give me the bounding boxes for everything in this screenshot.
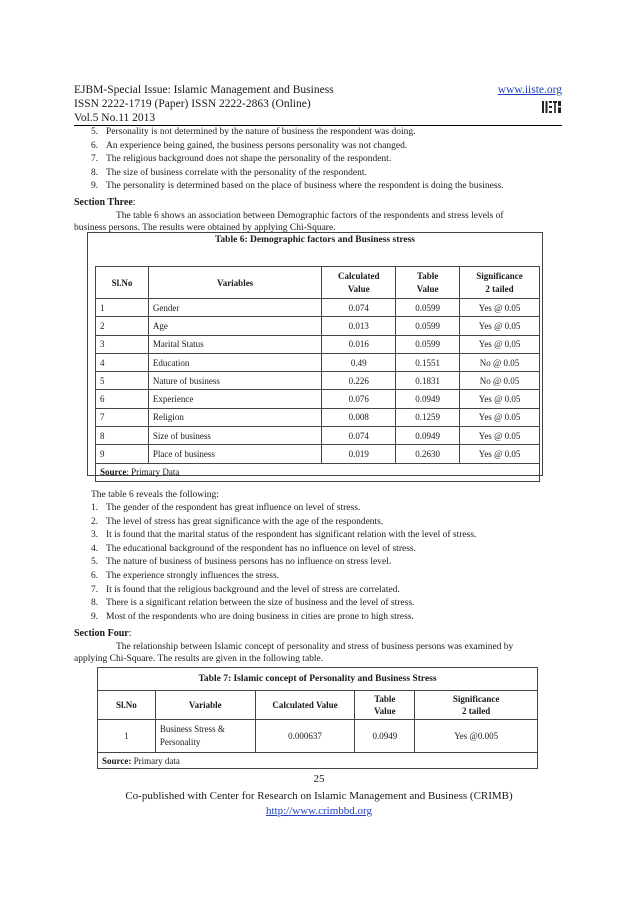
table-source-row: Source: Primary Data: [96, 463, 540, 481]
cell-variable: Business Stress & Personality: [155, 720, 255, 753]
table-row: [96, 408, 540, 426]
cell-slno: 7: [96, 408, 149, 426]
list-item: 3. It is found that the marital status of the respondent has significant relation with the level of stress.: [91, 530, 477, 541]
col-header-slno: Sl.No: [98, 691, 156, 720]
cell-significance: Yes @0.005: [415, 720, 538, 753]
cell-table-value: 0.2630: [396, 445, 460, 463]
col-header-variables: Variables: [148, 267, 321, 299]
section-four-para-2: applying Chi-Square. The results are given in the following table.: [74, 654, 324, 664]
table-source-row: Source: Primary data: [98, 753, 538, 769]
cell-variable: Experience: [148, 390, 321, 408]
cell-calculated: 0.076: [322, 390, 396, 408]
col-header-variable: Variable: [155, 691, 255, 720]
section-three-para-2: business persons. The results were obtained by applying Chi-Square.: [74, 223, 336, 233]
table-7: [97, 667, 538, 769]
issn-line: ISSN 2222-1719 (Paper) ISSN 2222-2863 (Online): [74, 98, 311, 110]
cell-slno: 1: [98, 720, 156, 753]
cell-table-value: 0.0949: [396, 427, 460, 445]
cell-calculated: 0.074: [322, 427, 396, 445]
table-row: [96, 335, 540, 353]
section-three-heading: Section Three:: [74, 197, 136, 208]
cell-slno: 5: [96, 372, 149, 390]
footer-url-wrap: [0, 805, 638, 817]
cell-table-value: 0.0949: [355, 720, 415, 753]
cell-calculated: 0.013: [322, 317, 396, 335]
cell-variable: Place of business: [148, 445, 321, 463]
cell-slno: 4: [96, 353, 149, 371]
cell-significance: Yes @ 0.05: [460, 408, 540, 426]
cell-calculated: 0.000637: [255, 720, 355, 753]
table-row: [96, 353, 540, 371]
list-item: 9. Most of the respondents who are doing business in cities are prone to high stress.: [91, 611, 414, 622]
cell-significance: No @ 0.05: [460, 353, 540, 371]
list-item: 6. An experience being gained, the business persons personality was not changed.: [91, 140, 408, 151]
cell-slno: 6: [96, 390, 149, 408]
list-item: 1. The gender of the respondent has great influence on level of stress.: [91, 503, 361, 513]
col-header-calculated: Calculated Value: [255, 691, 355, 720]
cell-variable: Religion: [148, 408, 321, 426]
cell-variable: Size of business: [148, 427, 321, 445]
cell-calculated: 0.226: [322, 372, 396, 390]
cell-calculated: 0.074: [322, 299, 396, 317]
list-item: 9. The personality is determined based on the place of business where the respondent is doing the business.: [91, 181, 504, 192]
table-row: [96, 299, 540, 317]
table-header-row: [98, 691, 538, 720]
col-header-table-value: Table Value: [396, 267, 460, 299]
table-header-row: [96, 267, 540, 299]
cell-variable: Age: [148, 317, 321, 335]
table-row: [96, 372, 540, 390]
table-row: [96, 427, 540, 445]
table-row: [96, 317, 540, 335]
cell-significance: Yes @ 0.05: [460, 445, 540, 463]
section-four-para-1: The relationship between Islamic concept of personality and stress of business persons was examined by: [116, 642, 514, 652]
table-caption-row: [98, 668, 538, 691]
cell-variable: Marital Status: [148, 335, 321, 353]
cell-significance: Yes @ 0.05: [460, 335, 540, 353]
col-header-significance: Significance 2 tailed: [460, 267, 540, 299]
list-item: 8. There is a significant relation between the size of business and the level of stress.: [91, 598, 415, 609]
cell-table-value: 0.1551: [396, 353, 460, 371]
cell-table-value: 0.0599: [396, 335, 460, 353]
table-row: [96, 445, 540, 463]
cell-table-value: 0.0599: [396, 317, 460, 335]
col-header-significance: Significance 2 tailed: [415, 691, 538, 720]
footer-url-link[interactable]: http://www.crimbbd.org: [265, 805, 373, 817]
cell-calculated: 0.49: [322, 353, 396, 371]
cell-significance: Yes @ 0.05: [460, 390, 540, 408]
table-7-caption: Table 7: Islamic concept of Personality and Business Stress: [98, 668, 538, 691]
cell-calculated: 0.016: [322, 335, 396, 353]
cell-significance: Yes @ 0.05: [460, 427, 540, 445]
cell-significance: Yes @ 0.05: [460, 299, 540, 317]
list-item: 4. The educational background of the respondent has no influence on level of stress.: [91, 543, 416, 554]
cell-significance: Yes @ 0.05: [460, 317, 540, 335]
journal-title: EJBM-Special Issue: Islamic Management and Business: [74, 84, 334, 96]
table-6-caption: Table 6: Demographic factors and Business stress: [214, 235, 416, 245]
col-header-table-value: Table Value: [355, 691, 415, 720]
iiste-logo-icon: [540, 97, 562, 117]
cell-slno: 2: [96, 317, 149, 335]
cell-table-value: 0.0599: [396, 299, 460, 317]
table6-findings-list: [74, 501, 564, 623]
list-item: 2. The level of stress has great significance with the age of the respondents.: [91, 516, 384, 527]
list-item: 7. The religious background does not shape the personality of the respondent.: [91, 154, 392, 165]
footer-copublished: Co-published with Center for Research on Islamic Management and Business (CRIMB): [125, 790, 513, 802]
personality-findings-list: [74, 125, 564, 193]
journal-url-link[interactable]: www.iiste.org: [497, 84, 562, 96]
table-row: [96, 390, 540, 408]
page-number: 25: [313, 773, 325, 785]
section-three-para-1: The table 6 shows an association between Demographic factors of the respondents and stress levels of: [116, 211, 504, 221]
cell-table-value: 0.1831: [396, 372, 460, 390]
cell-variable: Gender: [148, 299, 321, 317]
cell-slno: 3: [96, 335, 149, 353]
list-item: 5. The nature of business of business persons has no influence on stress level.: [91, 557, 392, 568]
cell-table-value: 0.0949: [396, 390, 460, 408]
table-6: [95, 266, 540, 482]
list-item: 5. Personality is not determined by the nature of business the respondent was doing.: [91, 127, 416, 137]
cell-slno: 8: [96, 427, 149, 445]
cell-slno: 9: [96, 445, 149, 463]
cell-variable: Nature of business: [148, 372, 321, 390]
list-item: 8. The size of business correlate with the personality of the respondent.: [91, 167, 367, 178]
reveals-intro: The table 6 reveals the following:: [91, 490, 219, 500]
col-header-slno: Sl.No: [96, 267, 149, 299]
cell-calculated: 0.019: [322, 445, 396, 463]
col-header-calculated: Calculated Value: [322, 267, 396, 299]
volume-line: Vol.5 No.11 2013: [74, 112, 156, 124]
list-item: 7. It is found that the religious background and the level of stress are correlated.: [91, 584, 400, 595]
section-four-heading: Section Four:: [74, 628, 132, 639]
cell-variable: Education: [148, 353, 321, 371]
list-item: 6. The experience strongly influences the stress.: [91, 570, 280, 581]
table-row: [98, 720, 538, 753]
cell-slno: 1: [96, 299, 149, 317]
cell-calculated: 0.008: [322, 408, 396, 426]
cell-table-value: 0.1259: [396, 408, 460, 426]
cell-significance: No @ 0.05: [460, 372, 540, 390]
